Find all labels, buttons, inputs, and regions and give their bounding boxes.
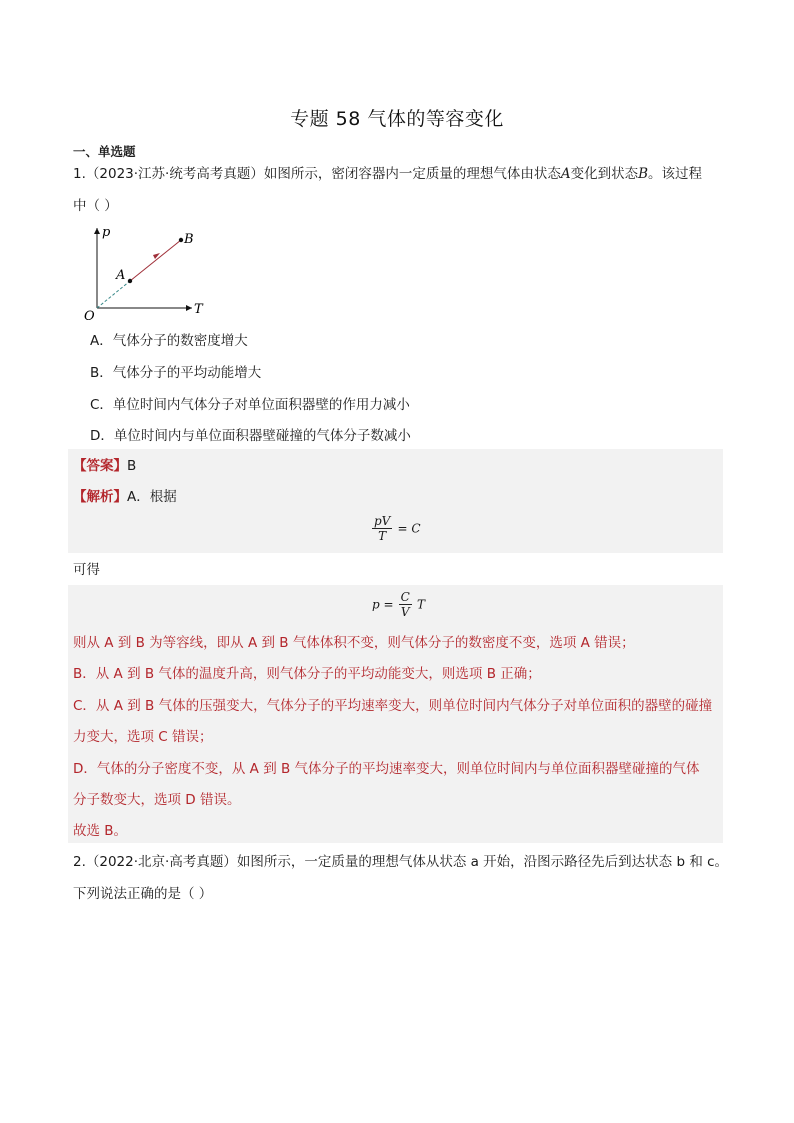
- q1-stem-b: 变化到状态: [570, 166, 639, 182]
- formula-1-num: pV: [374, 514, 391, 528]
- explanation-1: 则从 A 到 B 为等容线，即从 A 到 B 气体体积不变，则气体分子的数密度不变，选项 A 错误；: [73, 635, 635, 651]
- page-title: 专题 58 气体的等容变化: [290, 108, 504, 130]
- conclusion: 故选 B。: [73, 823, 128, 839]
- formula-2-rhs: T: [416, 597, 425, 612]
- analysis-label: 【解析】: [73, 489, 127, 505]
- explanation-4b: 分子数变大，选项 D 错误。: [73, 792, 241, 808]
- q1-stem-line2: 中（ ）: [73, 198, 118, 214]
- answer-line: [73, 456, 136, 476]
- q2-stem-line1: 2.（2022·北京·高考真题）如图所示，一定质量的理想气体从状态 a 开始，沿图示路径先后到达状态 b 和 c。: [73, 854, 729, 870]
- point-b-dot: [179, 238, 183, 242]
- x-axis-label: T: [194, 302, 203, 317]
- point-b-label: B: [184, 232, 194, 247]
- pt-graph-figure: [80, 220, 220, 320]
- analysis-start: A．根据: [127, 489, 177, 505]
- answer-label: 【答案】: [73, 458, 127, 474]
- option-c: C．单位时间内气体分子对单位面积器壁的作用力减小: [90, 397, 410, 413]
- option-a: A．气体分子的数密度增大: [90, 333, 248, 349]
- q1-stem-c: 。该过程: [648, 166, 703, 182]
- option-d: D．单位时间内与单位面积器壁碰撞的气体分子数减小: [90, 428, 411, 444]
- point-a-label: A: [116, 268, 126, 283]
- q1-stem-line1: [73, 164, 702, 184]
- formula-1-den: T: [378, 529, 387, 543]
- point-a-dot: [128, 279, 132, 283]
- dashed-extension: [97, 281, 130, 308]
- answer-value: B: [127, 458, 137, 474]
- q1-stem-a: 如图所示，密闭容器内一定质量的理想气体由状态: [263, 166, 561, 182]
- origin-label: O: [84, 309, 95, 320]
- formula-2: [372, 590, 425, 619]
- section-heading: 一、单选题: [73, 144, 136, 159]
- formula-1-fraction: [372, 514, 392, 543]
- q1-state-b: B: [638, 166, 649, 182]
- q1-source: （2023·江苏·统考高考真题）: [85, 166, 264, 182]
- process-line: [130, 240, 181, 281]
- explanation-3a: C．从 A 到 B 气体的压强变大，气体分子的平均速率变大，则单位时间内气体分子对单位面积的器壁的碰撞: [73, 698, 713, 714]
- analysis-line: [73, 487, 177, 507]
- q2-stem-line2: 下列说法正确的是（ ）: [73, 886, 213, 902]
- explanation-4a: D．气体的分子密度不变，从 A 到 B 气体分子的平均速率变大，则单位时间内与单位面积器壁碰撞的气体: [73, 761, 700, 777]
- y-axis-label: p: [102, 225, 111, 240]
- formula-2-lhs: p =: [372, 597, 394, 612]
- explanation-2: B．从 A 到 B 气体的温度升高，则气体分子的平均动能变大，则选项 B 正确；: [73, 666, 541, 682]
- option-b: B．气体分子的平均动能增大: [90, 365, 262, 381]
- formula-2-fraction: [399, 590, 412, 619]
- formula-2-den: V: [400, 605, 410, 619]
- formula-2-num: C: [400, 590, 410, 604]
- formula-1-rhs: = C: [397, 521, 421, 536]
- explanation-3b: 力变大，选项 C 错误；: [73, 729, 213, 745]
- q1-state-a: A: [560, 166, 571, 182]
- q1-number: 1.: [73, 166, 86, 182]
- kede-line: 可得: [73, 562, 100, 578]
- formula-1: [372, 514, 421, 543]
